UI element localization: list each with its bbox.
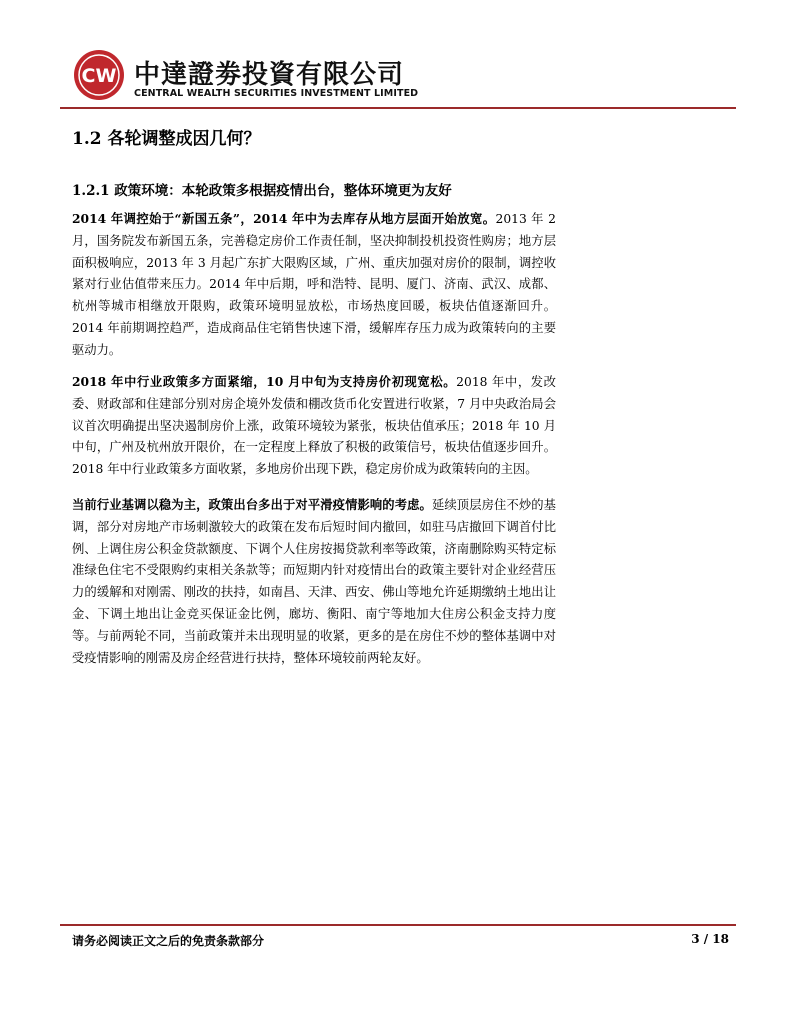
page-header bbox=[72, 40, 732, 104]
paragraph-lead: 2018 年中行业政策多方面紧缩，10 月中旬为支持房价初现宽松。 bbox=[72, 374, 457, 389]
header-divider bbox=[60, 107, 736, 109]
section-title: 1.2 各轮调整成因几何？ bbox=[72, 129, 261, 149]
paragraph-current bbox=[72, 494, 556, 669]
subsection-title: 1.2.1 政策环境：本轮政策多根据疫情出台，整体环境更为友好 bbox=[72, 183, 452, 199]
company-name-en: CENTRAL WEALTH SECURITIES INVESTMENT LIMITED bbox=[134, 88, 419, 99]
paragraph-lead: 2014 年调控始于“新国五条”，2014 年中为去库存从地方层面开始放宽。 bbox=[72, 211, 496, 226]
paragraph-body: 延续顶层房住不炒的基调，部分对房地产市场刺激较大的政策在发布后短时间内撤回，如驻马店撤回下调首付比例、上调住房公积金贷款额度、下调个人住房按揭贷款利率等政策，济南删除购买特定标准绿色住宅不受限购约束相关条款等；而短期内针对疫情出台的政策主要针对企业经营压力的缓解和对刚需、刚改的扶持，如南昌、天津、西安、佛山等地允许延期缴纳土地出让金、下调土地出让金竞买保证金比例，廊坊、衡阳、南宁等地加大住房公积金支持力度等。与前两轮不同，当前政策并未出现明显的收紧，更多的是在房住不炒的整体基调中对受疫情影响的刚需及房企经营进行扶持，整体环境较前两轮友好。 bbox=[72, 498, 556, 665]
paragraph-lead: 当前行业基调以稳为主，政策出台多出于对平滑疫情影响的考虑。 bbox=[72, 497, 432, 512]
footer-disclaimer: 请务必阅读正文之后的免责条款部分 bbox=[72, 934, 265, 948]
svg-text:CW: CW bbox=[81, 65, 117, 87]
page-number: 3 / 18 bbox=[691, 932, 729, 946]
paragraph-body: 2018 年中，发改委、财政部和住建部分别对房企境外发债和棚改货币化安置进行收紧，7 月中央政治局会议首次明确提出坚决遏制房价上涨，政策环境较为紧张，板块估值承压；2018 年 10 月中旬，广州及杭州放开限价，在一定程度上释放了积极的政策信号，板块估值逐步回升。2018 年中行业政策多方面收紧，多地房价出现下跌，稳定房价成为政策转向的主因。 bbox=[72, 375, 556, 477]
paragraph-2018 bbox=[72, 371, 556, 481]
paragraph-2014 bbox=[72, 208, 556, 362]
company-name-cn: 中達證劵投資有限公司 bbox=[134, 60, 405, 90]
company-logo bbox=[72, 48, 126, 102]
paragraph-body: 2013 年 2 月，国务院发布新国五条，完善稳定房价工作责任制，坚决抑制投机投资性购房；地方层面积极响应，2013 年 3 月起广东扩大限购区域，广州、重庆加强对房价的限制，调控收紧对行业估值带来压力。2014 年中后期，呼和浩特、昆明、厦门、济南、武汉、成都、杭州等城市相继放开限购，政策环境明显放松，市场热度回暖，板块估值逐渐回升。2014 年前期调控趋严，造成商品住宅销售快速下滑，缓解库存压力成为政策转向的主要驱动力。 bbox=[72, 212, 556, 357]
footer-divider bbox=[60, 924, 736, 926]
